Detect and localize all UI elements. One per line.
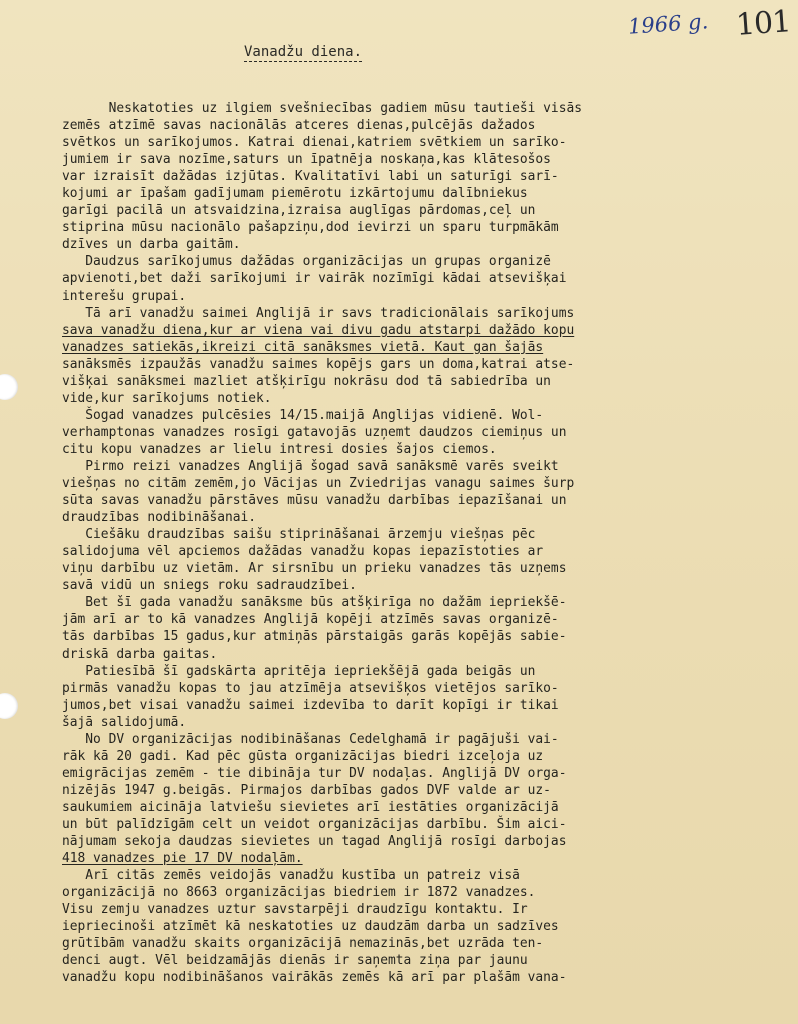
text-line: draudzības nodibināšanai. — [62, 510, 257, 526]
text-line: Arī citās zemēs veidojās vanadžu kustība un patreiz visā — [62, 868, 520, 884]
text-line: sanāksmēs izpaužās vanadžu saimes kopējs gars un doma,katrai atse- — [62, 356, 575, 372]
text-line: apvienoti,bet daži sarīkojumi ir vairāk nozīmīgi kādai atsevišķai — [62, 271, 567, 287]
text-line: tās darbības 15 gadus,kur atmiņās pārstaigās garās kopējās sabie- — [62, 629, 567, 645]
text-line: vide,kur sarīkojums notiek. — [62, 390, 272, 406]
text-line: Ciešāku draudzības saišu stiprināšanai ārzemju viešņas pēc — [62, 527, 536, 543]
text-line: svētkos un sarīkojumos. Katrai dienai,katriem svētkiem un sarīko- — [62, 135, 567, 151]
text-line: salidojuma vēl apciemos dažādas vanadžu kopas iepazīstoties ar — [62, 544, 544, 560]
punch-hole — [0, 693, 18, 719]
text-line: iepriecinoši atzīmēt kā neskatoties uz daudzām darba un sadzīves — [62, 919, 559, 935]
text-line: višķai sanāksmei mazliet atšķirīgu nokrāsu dod tā sabiedrība un — [62, 373, 551, 389]
text-line: savā vidū un sniegs roku sadraudzībei. — [62, 578, 357, 594]
text-line: sūta savas vanadžu pārstāves mūsu vanadžu darbības iepazīšanai un — [62, 493, 567, 509]
text-line: var izraisīt dažādas izjūtas. Kvalitatīvi labi un saturīgi sarī- — [62, 169, 559, 185]
text-line: driskā darba gaitas. — [62, 646, 218, 662]
text-line: denci augt. Vēl beidzamājās dienās ir saņemta ziņa par jaunu — [62, 953, 528, 969]
handwritten-page-number: 101 — [734, 4, 792, 43]
text-line: zemēs atzīmē savas nacionālās atceres dienas,pulcējās dažados — [62, 118, 536, 134]
text-line: 418 vanadzes pie 17 DV nodaļām. — [62, 851, 303, 867]
text-line: viešņas no citām zemēm,jo Vācijas un Zviedrijas vanagu saimes šurp — [62, 476, 575, 492]
text-line: interešu grupai. — [62, 288, 187, 304]
text-line: Tā arī vanadžu saimei Anglijā ir savs tradicionālais sarīkojums — [62, 305, 575, 321]
text-line: Patiesībā šī gadskārta apritēja iepriekšējā gada beigās un — [62, 663, 536, 679]
text-line: saukumiem aicināja latviešu sievietes arī iestāties organizācijā — [62, 799, 559, 815]
text-line: vanadzes satiekās,ikreizi citā sanāksmes vietā. Kaut gan šajās — [62, 339, 544, 355]
text-line: No DV organizācijas nodibināšanas Cedelghamā ir pagājuši vai- — [62, 731, 559, 747]
text-line: rāk kā 20 gadi. Kad pēc gūsta organizācijas biedri izceļoja uz — [62, 748, 544, 764]
text-line: organizācijā no 8663 organizācijas biedriem ir 1872 vanadzes. — [62, 885, 536, 901]
text-line: verhamptonas vanadzes rosīgi gatavojās uzņemt daudzos ciemiņus un — [62, 424, 567, 440]
text-line: garīgi pacilā un atsvaidzina,izraisa auglīgas pārdomas,ceļ un — [62, 203, 536, 219]
text-line: jumos,bet visai vanadžu saimei izdevība to darīt kopīgi ir tikai — [62, 697, 559, 713]
text-line: Šogad vanadzes pulcēsies 14/15.maijā Anglijas vidienē. Wol- — [62, 407, 544, 423]
text-line: Daudzus sarīkojumus dažādas organizācijas un grupas organizē — [62, 254, 551, 270]
text-line: šajā salidojumā. — [62, 714, 187, 730]
text-line: Visu zemju vanadzes uztur savstarpēji draudzīgu kontaktu. Ir — [62, 902, 528, 918]
text-line: vanadžu kopu nodibināšanos vairākās zemēs kā arī par plašām vana- — [62, 970, 567, 986]
text-line: jām arī ar to kā vanadzes Anglijā kopēji atzīmēs savas organizē- — [62, 612, 559, 628]
handwritten-year: 1966 g. — [627, 9, 709, 39]
text-line: stiprina mūsu nacionālo pašapziņu,dod ievirzi un sparu turpmākām — [62, 220, 559, 236]
text-line: nājumam sekoja daudzas sievietes un tagad Anglijā rosīgi darbojas — [62, 834, 567, 850]
text-line: citu kopu vanadzes ar lielu intresi dosies šajos ciemos. — [62, 441, 497, 457]
text-line: un būt palīdzīgām celt un veidot organizācijas darbību. Šim aici- — [62, 816, 567, 832]
text-line: sava vanadžu diena,kur ar viena vai divu gadu atstarpi dažādo kopu — [62, 322, 575, 338]
text-line: dzīves un darba gaitām. — [62, 237, 241, 253]
text-line: jumiem ir sava nozīme,saturs un īpatnēja noskaņa,kas klātesošos — [62, 152, 551, 168]
text-line: nizējās 1947 g.beigās. Pirmajos darbības gados DVF valde ar uz- — [62, 782, 551, 798]
document-body — [62, 100, 762, 986]
text-line: pirmās vanadžu kopas to jau atzīmēja atsevišķos vietējos sarīko- — [62, 680, 559, 696]
punch-hole — [0, 374, 18, 400]
text-line: kojumi ar īpašam gadījumam piemērotu izkārtojumu dalībniekus — [62, 186, 528, 202]
text-line: grūtībām vanadžu skaits organizācijā nemazinās,bet uzrāda ten- — [62, 936, 544, 952]
text-line: Pirmo reizi vanadzes Anglijā šogad savā sanāksmē varēs sveikt — [62, 458, 559, 474]
document-title: Vanadžu diena. — [244, 44, 363, 60]
text-line: viņu darbību uz vietām. Ar sirsnību un prieku vanadzes tās uzņems — [62, 561, 567, 577]
text-line: Neskatoties uz ilgiem svešniecības gadiem mūsu tautieši visās — [62, 101, 582, 116]
text-line: emigrācijas zemēm - tie dibināja tur DV nodaļas. Anglijā DV orga- — [62, 765, 567, 781]
text-line: Bet šī gada vanadžu sanāksme būs atšķirīga no dažām iepriekšē- — [62, 595, 567, 611]
